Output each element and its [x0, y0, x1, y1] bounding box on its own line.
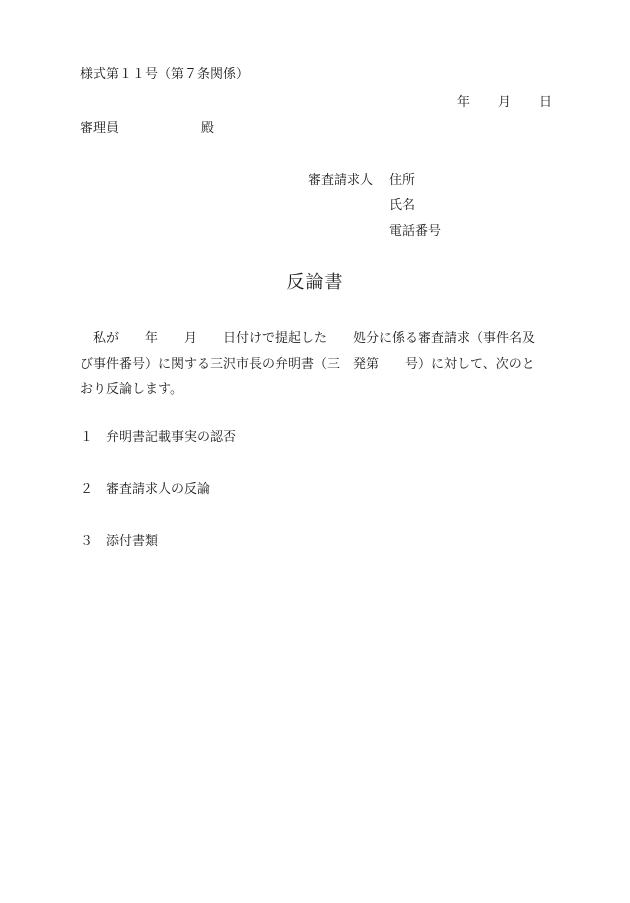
date-day-label: 日 [539, 95, 553, 110]
form-number-label: 様式第１１号（第７条関係） [80, 67, 250, 82]
claimant-phone-label: 電話番号 [389, 224, 442, 239]
body-paragraph [80, 326, 555, 403]
addressee-title: 審理員 [80, 121, 120, 136]
body-line: おり反論します。 [80, 382, 183, 397]
item-label: 添付書類 [106, 534, 159, 549]
list-item [80, 535, 158, 548]
date-line [457, 96, 552, 109]
addressee-line [80, 122, 214, 135]
body-line: 私が 年 月 日付けで提起した 処分に係る審査請求（事件名及 [80, 331, 536, 346]
item-number: ２ [80, 482, 94, 497]
item-label: 審査請求人の反論 [106, 482, 211, 497]
item-label: 弁明書記載事実の認否 [106, 430, 237, 445]
claimant-title: 審査請求人 [308, 173, 374, 188]
item-number: １ [80, 430, 94, 445]
list-item [80, 431, 236, 444]
date-year-label: 年 [457, 95, 471, 110]
item-number: ３ [80, 534, 94, 549]
document-title: 反論書 [286, 272, 344, 293]
addressee-honorific: 殿 [201, 121, 215, 136]
claimant-address-label: 住所 [389, 173, 416, 188]
date-month-label: 月 [498, 95, 512, 110]
list-item [80, 483, 210, 496]
body-line: び事件番号）に関する三沢市長の弁明書（三 発第 号）に対して、次のと [80, 356, 535, 372]
claimant-name-label: 氏名 [389, 198, 416, 213]
